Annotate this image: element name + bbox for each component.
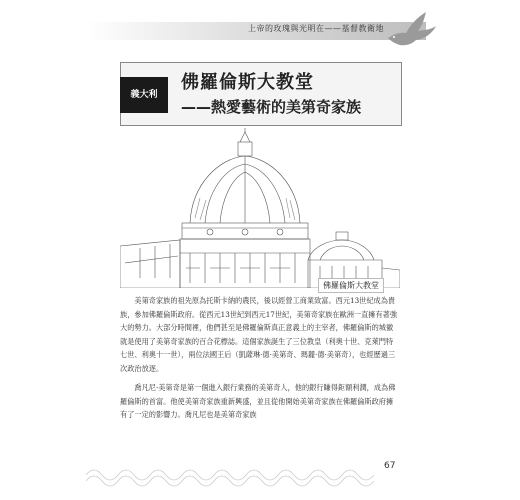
- paragraph-2: 喬凡尼·美第奇是第一個進入銀行業務的美第奇人，他的銀行賺得鉅額利潤，成為佛羅倫斯的首富。他使美第奇家族重新興盛，並且從他開始美第奇家族在佛羅倫斯政府擁有了一定的影響力。喬凡尼也是美第奇家族: [120, 383, 396, 419]
- footer-ornament: [86, 463, 434, 487]
- chapter-subtitle: ——熱愛藝術的美第奇家族: [181, 98, 362, 116]
- figure-caption: 佛羅倫斯大教堂: [318, 278, 384, 293]
- chapter-title-box: [120, 62, 402, 126]
- cathedral-illustration: [120, 128, 400, 288]
- paragraph-1: 美第奇家族的祖先原為托斯卡納的農民，後以經營工商業致富。西元13世紀成為貴族，參加佛羅倫斯政府。從西元13世紀到西元17世紀，美第奇家族在歐洲一直擁有著強大的勢力。大部分時間裡，他們甚至是佛羅倫斯真正意義上的主宰者，佛羅倫斯的城徽就是使用了美第奇家族的百合花標誌。這個家族誕生了三位教皇（利奧十世、克萊門特七世、利奧十一世），兩位法國王后（凱薩琳·德·美第奇、瑪麗·德·美第奇），也經歷過三次政治放逐。: [120, 296, 398, 373]
- country-label: 義大利: [120, 77, 168, 113]
- page-header: [86, 8, 426, 52]
- article-body: [120, 294, 400, 428]
- page-number: 67: [384, 461, 396, 471]
- chapter-title: 佛羅倫斯大教堂: [181, 72, 314, 93]
- dove-icon: [380, 8, 440, 52]
- running-title: 上帝的玫瑰與光明在——基督教衛地: [248, 24, 384, 33]
